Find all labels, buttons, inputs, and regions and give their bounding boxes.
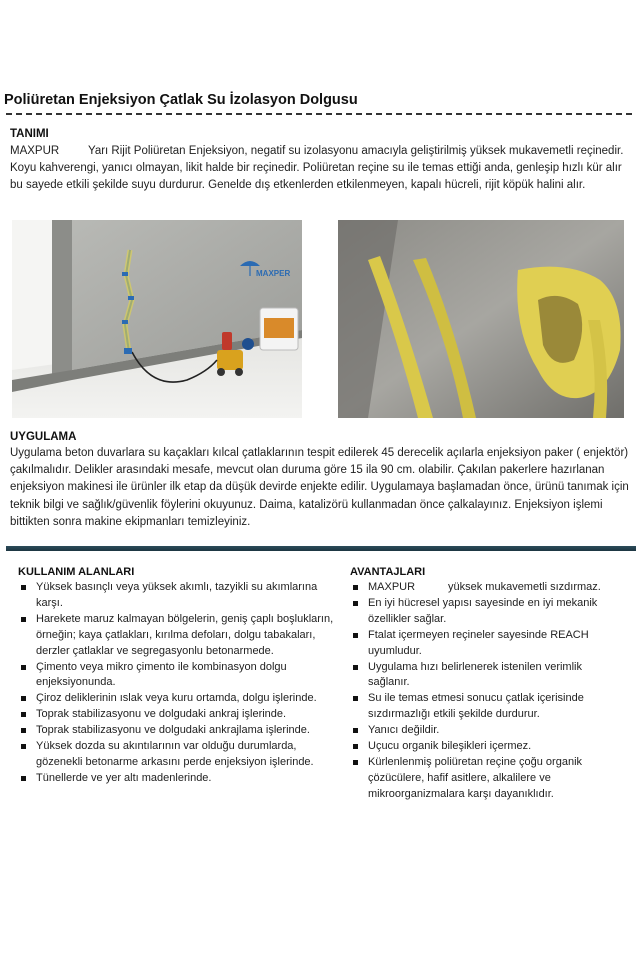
tanimi-text: Yarı Rijit Poliüretan Enjeksiyon, negatif su izolasyonu amacıyla geliştirilmiş yüksek mukavemetli reçinedir. Koyu kahverengi, yanıcı olmayan, likit halde bir reçinedir. Poliüretan reçine su ile temas ettiği anda, genleşip hızlı kür alır bu sayede etkili şekilde suyu durdurur. Genelde dış etkenlerden etkilenmeyen, kapalı hücreli, rijit köpük halini alır. — [10, 145, 624, 192]
list-item: Ftalat içermeyen reçineler sayesinde REACH uyumludur. — [350, 628, 625, 660]
list-item: Kürlenlenmiş poliüretan reçine çoğu organik çözücülere, hafif asitlere, alkalilere ve mikroorganizmalara karşı dayanıklıdır. — [350, 755, 625, 803]
section-heading-tanimi: TANIMI — [10, 128, 49, 140]
usage-areas-heading: KULLANIM ALANLARI — [18, 566, 135, 578]
list-item: Uygulama hızı belirlenerek istenilen verimlik sağlanır. — [350, 660, 625, 692]
bullet-icon — [353, 728, 358, 733]
logo-text: MAXPER — [256, 269, 291, 278]
bullet-icon — [353, 601, 358, 606]
advantages-heading: AVANTAJLARI — [350, 566, 426, 578]
injection-illustration-svg — [12, 220, 302, 418]
tanimi-paragraph — [10, 143, 632, 195]
bullet-icon — [21, 665, 26, 670]
foam-injection-photo — [338, 220, 624, 418]
list-item: Çimento veya mikro çimento ile kombinasyon dolgu enjeksiyonunda. — [18, 660, 340, 692]
dashed-divider — [6, 113, 632, 115]
list-item: Su ile temas etmesi sonucu çatlak içerisinde sızdırmazlığı etkili şekilde durdurur. — [350, 691, 625, 723]
list-item: Tünellerde ve yer altı madenlerinde. — [18, 771, 340, 787]
section-divider-bar — [6, 546, 636, 551]
brand-name: MAXPUR — [10, 145, 60, 157]
resin-bucket-icon — [260, 308, 298, 350]
list-item: Harekete maruz kalmayan bölgelerin, geniş çaplı boşlukların, örneğin; kaya çatlakları, kırılma defoları, dolgu tabakaları, derzler çatlaklar ve segregasyonlu betonarmede. — [18, 612, 340, 660]
bullet-icon — [21, 712, 26, 717]
uygulama-paragraph: Uygulama beton duvarlara su kaçakları kılcal çatlaklarının tespit edilerek 45 derecelik açılarla enjeksiyon paker ( enjektör) çakılmalıdır. Delikler arasındaki mesafe, mevcut olan duruma göre 15 ila 90 cm. olabilir. Çakılan pakerlere hazırlanan enjeksiyon makinesi ile ürünler ilk etap da düşük devirde enjekte edilir. Uygulamaya başlamadan önce, ürünü tanımak için teknik bilgi ve sağlık/güvenlik föylerini okuyunuz. Daima, katalizörü kullanmadan önce çalkalayınız. Enjeksiyon işlemi bittikten sonra makine ekipmanları temizleyiniz. — [10, 447, 629, 528]
list-item: En iyi hücresel yapısı sayesinde en iyi mekanik özellikler sağlar. — [350, 596, 625, 628]
bullet-icon — [353, 760, 358, 765]
bullet-icon — [21, 585, 26, 590]
advantages-list — [350, 580, 625, 803]
bullet-icon — [21, 696, 26, 701]
list-item: Çiroz deliklerinin ıslak veya kuru ortamda, dolgu işlerinde. — [18, 691, 340, 707]
brand-name: MAXPUR — [368, 581, 416, 593]
list-item: Yüksek basınçlı veya yüksek akımlı, tazyikli su akımlarına karşı. — [18, 580, 340, 612]
list-item: MAXPUR yüksek mukavemetli sızdırmaz. — [350, 580, 625, 596]
list-item: Yüksek dozda su akıntılarının var olduğu durumlarda, gözenekli betonarme arkasını perde enjeksiyon işlerinde. — [18, 739, 340, 771]
bullet-icon — [21, 728, 26, 733]
wall-edge — [52, 220, 72, 380]
list-item: Yanıcı değildir. — [350, 723, 625, 739]
bullet-icon — [21, 776, 26, 781]
bullet-icon — [353, 585, 358, 590]
list-item: Toprak stabilizasyonu ve dolgudaki ankrajlama işlerinde. — [18, 723, 340, 739]
list-item: Toprak stabilizasyonu ve dolgudaki ankraj işlerinde. — [18, 707, 340, 723]
foam-photo-svg — [338, 220, 624, 418]
bullet-icon — [353, 696, 358, 701]
list-item: Uçucu organik bileşikleri içermez. — [350, 739, 625, 755]
usage-areas-column — [18, 566, 340, 787]
usage-areas-list — [18, 580, 340, 787]
bullet-icon — [21, 617, 26, 622]
bullet-icon — [353, 633, 358, 638]
bullet-icon — [353, 744, 358, 749]
section-heading-uygulama: UYGULAMA — [10, 431, 77, 443]
bullet-icon — [21, 744, 26, 749]
injection-illustration — [12, 220, 302, 418]
bullet-icon — [353, 665, 358, 670]
advantages-column — [350, 566, 625, 803]
page-title: Poliüretan Enjeksiyon Çatlak Su İzolasyon Dolgusu — [4, 92, 358, 108]
